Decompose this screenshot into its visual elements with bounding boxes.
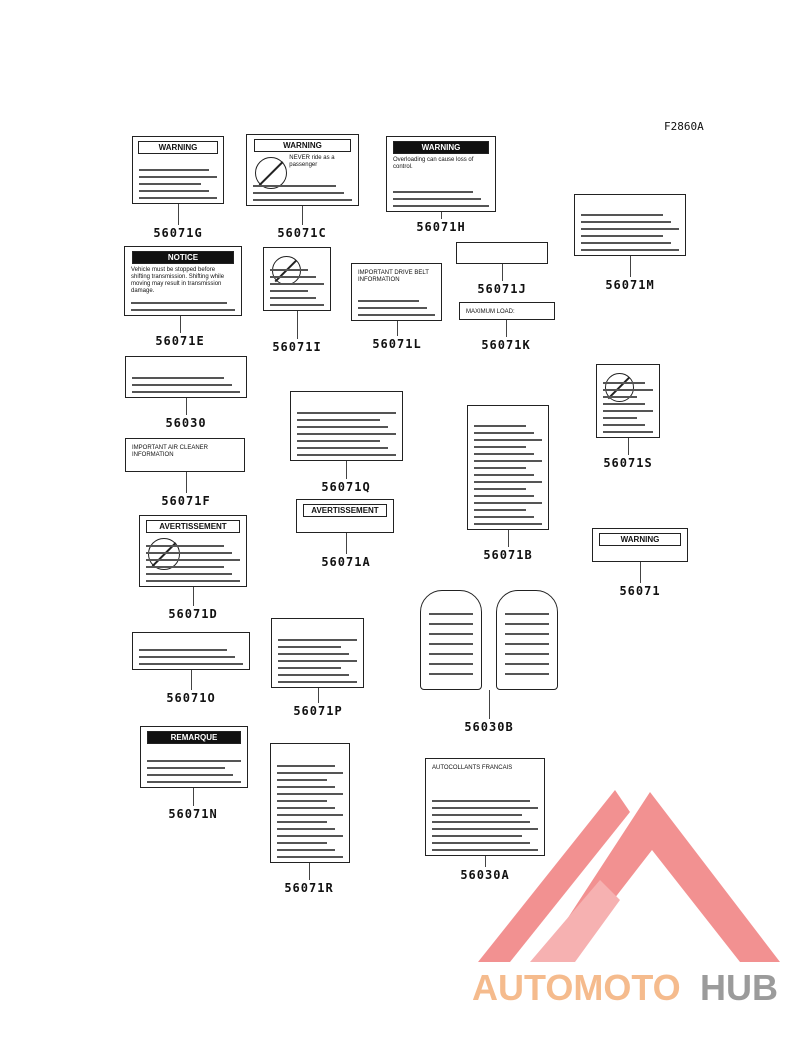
part-number-56071r: 56071R: [284, 881, 334, 895]
part-number-56071h: 56071H: [416, 220, 466, 234]
decal-text: Vehicle must be stopped before shifting transmission. Shifting while moving may result in transmission damage.: [131, 267, 225, 294]
decal-text: IMPORTANT AIR CLEANER INFORMATION: [132, 445, 209, 458]
decal-header: WARNING: [393, 141, 488, 154]
part-number-56071p: 56071P: [293, 704, 343, 718]
part-number-56071m: 56071M: [605, 278, 655, 292]
decal-header: WARNING: [138, 141, 217, 154]
part-number-56071s: 56071S: [603, 456, 653, 470]
decal-header: AVERTISSEMENT: [303, 504, 388, 517]
decal-header: WARNING: [599, 533, 682, 546]
part-number-56071i: 56071I: [272, 340, 322, 354]
part-number-56071o: 56071O: [166, 691, 216, 705]
part-number-56071: 56071: [619, 584, 661, 598]
decal-header: WARNING: [254, 139, 352, 152]
decal-text: IMPORTANT DRIVE BELT INFORMATION: [358, 270, 429, 283]
logo-text-main: AUTOMOTO: [472, 967, 681, 1008]
part-number-56071n: 56071N: [168, 807, 218, 821]
decal-text: MAXIMUM LOAD:: [466, 309, 515, 315]
figure-code: F2860A: [664, 120, 704, 133]
logo-text-hub: HUB: [700, 967, 778, 1008]
part-number-56030a: 56030A: [460, 868, 510, 882]
part-number-56071b: 56071B: [483, 548, 533, 562]
decal-header: NOTICE: [132, 251, 234, 264]
part-number-56071g: 56071G: [153, 226, 203, 240]
part-number-56030b: 56030B: [464, 720, 514, 734]
part-number-56071j: 56071J: [477, 282, 527, 296]
decal-header: REMARQUE: [147, 731, 240, 744]
part-number-56071q: 56071Q: [321, 480, 371, 494]
decal-text: Overloading can cause loss of control.: [393, 157, 474, 170]
part-number-56071f: 56071F: [161, 494, 211, 508]
part-number-56071d: 56071D: [168, 607, 218, 621]
decal-text: NEVER ride as a passenger: [289, 155, 335, 168]
part-number-56071c: 56071C: [277, 226, 327, 240]
decal-header: AVERTISSEMENT: [146, 520, 239, 533]
part-number-56071e: 56071E: [155, 334, 205, 348]
decal-text: AUTOCOLLANTS FRANCAIS: [432, 765, 513, 771]
part-number-56071a: 56071A: [321, 555, 371, 569]
part-number-56030: 56030: [165, 416, 207, 430]
part-number-56071k: 56071K: [481, 338, 531, 352]
part-number-56071l: 56071L: [372, 337, 422, 351]
